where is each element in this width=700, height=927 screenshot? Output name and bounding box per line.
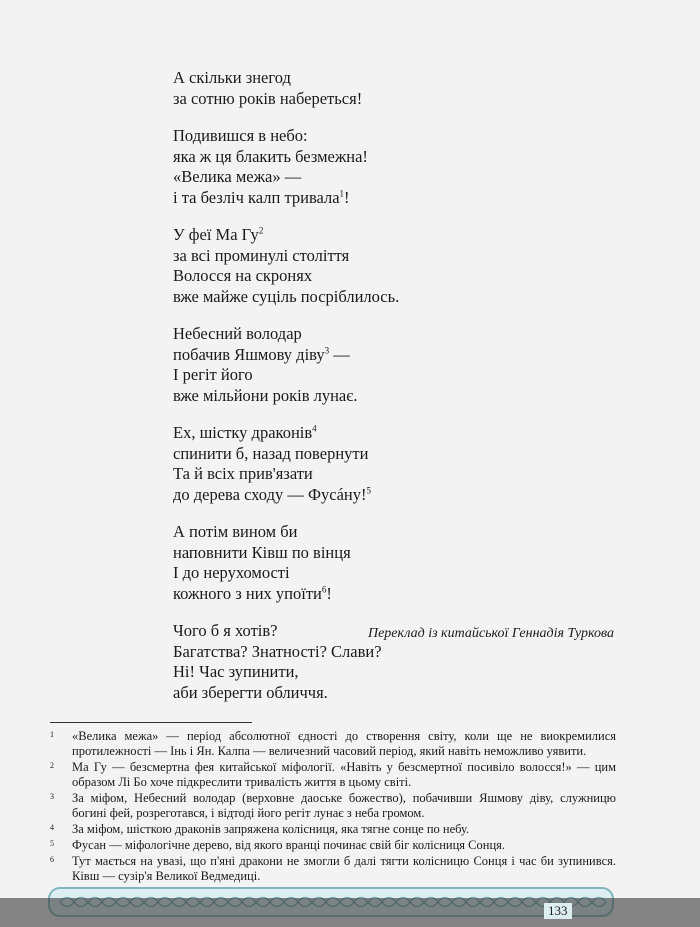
poem-line: Ех, шістку драконів$^4$: [173, 423, 317, 442]
footnote-ref: 6: [321, 584, 327, 594]
poem-line: Ні! Час зупинити,: [173, 662, 299, 681]
footnote-number: 5: [50, 839, 54, 848]
poem-line: аби зберегти обличчя.: [173, 682, 328, 702]
footnote-text: Ма Гу — безсмертна фея китайської міфології. «Навіть у безсмертної посивіло волосся!» — цим образом Лі Бо хоче підкреслити тривалість життя в цьому світі.: [72, 760, 616, 789]
footnote-text: За міфом, Небесний володар (верховне даоське божество), побачивши Яшмову діву, служницю богині фей, розреготався, і відтоді його регіт лунає з неба громом.: [72, 791, 616, 820]
footnote-number: 2: [50, 761, 54, 770]
footnote: [50, 760, 616, 790]
poem-line: кожного з них упоїти$^6$!: [173, 583, 332, 603]
poem-line: «Велика межа» —: [173, 167, 302, 186]
stanza: [173, 68, 593, 109]
footnote: [50, 838, 616, 853]
footnote-number: 4: [50, 823, 54, 832]
footnote-text: Фусан — міфологічне дерево, від якого вранці починає свій біг колісниця Сонця.: [72, 838, 506, 852]
poem-line: І регіт його: [173, 365, 253, 384]
footnote-text: Тут мається на увазі, що п'яні дракони не змогли б далі тягти колісницю Сонця і час би зупинився. Ківш — сузір'я Великої Ведмедиці.: [72, 854, 616, 883]
poem: [173, 68, 593, 720]
footnote-number: 3: [50, 792, 54, 801]
footnote-ref: 5: [366, 485, 371, 495]
footnote-ref: 1: [339, 188, 345, 198]
stanza: [173, 522, 593, 604]
footnote-divider: [50, 722, 252, 723]
poem-line: І до нерухомості: [173, 563, 290, 582]
footnote-ref: 2: [258, 225, 264, 236]
footnote-ref: 3: [324, 345, 330, 355]
poem-line: Та й всіх прив'язати: [173, 464, 313, 483]
poem-line: А потім вином би: [173, 522, 298, 541]
footnote-number: 6: [50, 855, 54, 864]
footnote-text: «Велика межа» — період абсолютної єдності до створення світу, коли ще не виокремилися протилежності — Інь і Ян. Калпа — величезний часовий період, який навіть неможливо уявити.: [72, 729, 616, 758]
poem-line: Подивишся в небо:: [173, 126, 308, 145]
poem-line: А скільки знегод: [173, 68, 291, 87]
poem-line: Волосся на скронях: [173, 266, 313, 285]
poem-line: спинити б, назад повернути: [173, 443, 369, 463]
poem-line: за сотню років набереться!: [173, 88, 363, 108]
page-number: 133: [544, 903, 572, 919]
poem-line: за всі проминулі століття: [173, 245, 350, 265]
stanza: [173, 423, 593, 505]
footnote: [50, 729, 616, 759]
footnote: [50, 854, 616, 884]
footnote: [50, 822, 616, 837]
poem-line: вже майже суціль посріблилось.: [173, 286, 400, 306]
footnote-number: 1: [50, 730, 54, 739]
poem-line: У феї Ма $Гу^2$: [173, 225, 264, 244]
translator-credit: Переклад із китайської Геннадія Туркова: [367, 626, 614, 641]
footnote: [50, 791, 616, 821]
stanza: [173, 225, 593, 307]
poem-line: і та безліч калп тривала$^1$!: [173, 187, 350, 207]
footnotes: [50, 729, 616, 885]
poem-line: до дерева сходу — Фусáну!$^5$: [173, 484, 371, 504]
poem-line: наповнити Ківш по вінця: [173, 542, 351, 562]
poem-line: побачив Яшмову діву$^3$ —: [173, 344, 350, 364]
poem-line: Небесний володар: [173, 324, 302, 343]
footnote-ref: 4: [312, 423, 317, 434]
bottom-band: [0, 898, 700, 927]
stanza: [173, 324, 593, 406]
poem-line: вже мільйони років лунає.: [173, 385, 358, 405]
footnote-text: За міфом, шісткою драконів запряжена колісниця, яка тягне сонце по небу.: [72, 822, 470, 836]
poem-line: яка ж ця блакить безмежна!: [173, 146, 368, 166]
stanza: [173, 126, 593, 208]
poem-line: Чого б я хотів?: [173, 621, 278, 640]
poem-line: Багатства? Знатності? Слави?: [173, 641, 382, 661]
